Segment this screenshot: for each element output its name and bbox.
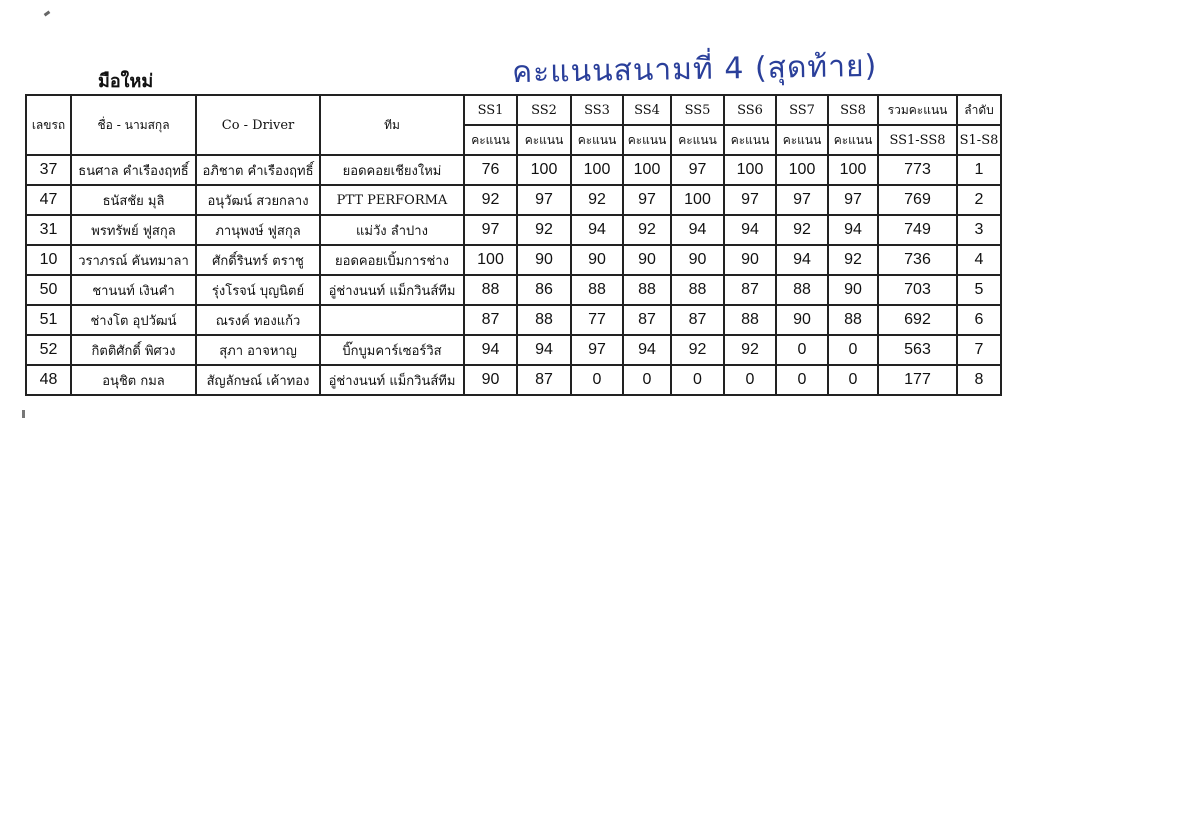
stage-score: 90 — [517, 245, 571, 275]
car-number: 48 — [26, 365, 71, 395]
stage-score: 87 — [724, 275, 776, 305]
total-score: 749 — [878, 215, 957, 245]
stage-score: 87 — [464, 305, 517, 335]
stage-score: 100 — [517, 155, 571, 185]
stage-score: 87 — [517, 365, 571, 395]
rank: 3 — [957, 215, 1001, 245]
header-score-label: คะแนน — [724, 125, 776, 155]
header-stage: SS2 — [517, 95, 571, 125]
stage-score: 92 — [671, 335, 724, 365]
co-driver-name: สุภา อาจหาญ — [196, 335, 320, 365]
stage-score: 94 — [671, 215, 724, 245]
stage-score: 92 — [571, 185, 623, 215]
team-name: PTT PERFORMA — [320, 185, 464, 215]
header-score-label: คะแนน — [464, 125, 517, 155]
stage-score: 86 — [517, 275, 571, 305]
header-name: ชื่อ - นามสกุล — [71, 95, 196, 155]
stage-score: 100 — [623, 155, 671, 185]
scan-mark — [44, 11, 51, 17]
stage-score: 94 — [724, 215, 776, 245]
stage-score: 90 — [671, 245, 724, 275]
stage-score: 88 — [724, 305, 776, 335]
driver-name: ชานนท์ เงินคำ — [71, 275, 196, 305]
stage-score: 100 — [828, 155, 878, 185]
stage-score: 88 — [828, 305, 878, 335]
table-row — [26, 275, 1001, 305]
header-score-label: คะแนน — [517, 125, 571, 155]
stage-score: 100 — [464, 245, 517, 275]
rank: 1 — [957, 155, 1001, 185]
header-stage: SS8 — [828, 95, 878, 125]
driver-name: ช่างโต อุปวัฒน์ — [71, 305, 196, 335]
header-car-no: เลขรถ — [26, 95, 71, 155]
table-row — [26, 185, 1001, 215]
stage-score: 77 — [571, 305, 623, 335]
car-number: 51 — [26, 305, 71, 335]
team-name: ยอดคอยเบิ้มการช่าง — [320, 245, 464, 275]
stage-score: 97 — [671, 155, 724, 185]
driver-name: ธนศาล คำเรืองฤทธิ์ — [71, 155, 196, 185]
rank: 2 — [957, 185, 1001, 215]
stage-score: 94 — [571, 215, 623, 245]
team-name: อู่ช่างนนท์ แม็กวินส์ทีม — [320, 275, 464, 305]
stage-score: 92 — [464, 185, 517, 215]
stage-score: 0 — [828, 365, 878, 395]
handwritten-title: คะแนนสนามที่ 4 (สุดท้าย) — [511, 48, 878, 91]
driver-name: กิตติศักดิ์ พิศวง — [71, 335, 196, 365]
header-score-label: คะแนน — [776, 125, 828, 155]
header-score-label: คะแนน — [671, 125, 724, 155]
stage-score: 97 — [571, 335, 623, 365]
header-stage: SS4 — [623, 95, 671, 125]
header-stage: SS5 — [671, 95, 724, 125]
stage-score: 0 — [671, 365, 724, 395]
stage-score: 90 — [623, 245, 671, 275]
total-score: 177 — [878, 365, 957, 395]
car-number: 50 — [26, 275, 71, 305]
stage-score: 87 — [623, 305, 671, 335]
stage-score: 97 — [724, 185, 776, 215]
total-score: 703 — [878, 275, 957, 305]
co-driver-name: ณรงค์ ทองแก้ว — [196, 305, 320, 335]
stage-score: 88 — [464, 275, 517, 305]
car-number: 10 — [26, 245, 71, 275]
stage-score: 90 — [776, 305, 828, 335]
driver-name: ธนัสชัย มุลิ — [71, 185, 196, 215]
stage-score: 88 — [623, 275, 671, 305]
car-number: 31 — [26, 215, 71, 245]
stage-score: 92 — [623, 215, 671, 245]
team-name: ยอดคอยเชียงใหม่ — [320, 155, 464, 185]
stage-score: 94 — [623, 335, 671, 365]
stage-score: 0 — [623, 365, 671, 395]
stage-score: 94 — [828, 215, 878, 245]
stage-score: 90 — [464, 365, 517, 395]
table-row — [26, 215, 1001, 245]
table-row — [26, 155, 1001, 185]
stage-score: 100 — [671, 185, 724, 215]
total-score: 769 — [878, 185, 957, 215]
table-row — [26, 245, 1001, 275]
stage-score: 88 — [776, 275, 828, 305]
co-driver-name: สัญลักษณ์ เค้าทอง — [196, 365, 320, 395]
stage-score: 94 — [517, 335, 571, 365]
stage-score: 88 — [571, 275, 623, 305]
stage-score: 76 — [464, 155, 517, 185]
table-row — [26, 305, 1001, 335]
stage-score: 94 — [776, 245, 828, 275]
header-total-range: SS1-SS8 — [878, 125, 957, 155]
header-score-label: คะแนน — [571, 125, 623, 155]
stage-score: 92 — [776, 215, 828, 245]
stage-score: 100 — [724, 155, 776, 185]
header-team: ทีม — [320, 95, 464, 155]
team-name: อู่ช่างนนท์ แม็กวินส์ทีม — [320, 365, 464, 395]
stage-score: 100 — [571, 155, 623, 185]
total-score: 692 — [878, 305, 957, 335]
header-rank: ลำดับ — [957, 95, 1001, 125]
rank: 4 — [957, 245, 1001, 275]
co-driver-name: อภิชาต คำเรืองฤทธิ์ — [196, 155, 320, 185]
rank: 6 — [957, 305, 1001, 335]
results-table — [25, 94, 1002, 396]
team-name: แม่วัง ลำปาง — [320, 215, 464, 245]
stage-score: 0 — [828, 335, 878, 365]
table-row — [26, 365, 1001, 395]
header-stage: SS7 — [776, 95, 828, 125]
stage-score: 97 — [623, 185, 671, 215]
stage-score: 88 — [671, 275, 724, 305]
co-driver-name: ภานุพงษ์ ฟูสกุล — [196, 215, 320, 245]
header-stage: SS1 — [464, 95, 517, 125]
header-total: รวมคะแนน — [878, 95, 957, 125]
stage-score: 97 — [776, 185, 828, 215]
driver-name: พรทรัพย์ ฟูสกุล — [71, 215, 196, 245]
stage-score: 97 — [517, 185, 571, 215]
rank: 5 — [957, 275, 1001, 305]
total-score: 563 — [878, 335, 957, 365]
header-score-label: คะแนน — [623, 125, 671, 155]
stage-score: 92 — [517, 215, 571, 245]
stage-score: 92 — [724, 335, 776, 365]
header-stage: SS6 — [724, 95, 776, 125]
co-driver-name: ศักดิ์รินทร์ ตราชู — [196, 245, 320, 275]
stage-score: 90 — [571, 245, 623, 275]
total-score: 773 — [878, 155, 957, 185]
stage-score: 0 — [776, 365, 828, 395]
stage-score: 90 — [828, 275, 878, 305]
car-number: 37 — [26, 155, 71, 185]
stage-score: 100 — [776, 155, 828, 185]
co-driver-name: อนุวัฒน์ สวยกลาง — [196, 185, 320, 215]
total-score: 736 — [878, 245, 957, 275]
car-number: 47 — [26, 185, 71, 215]
scan-mark — [22, 410, 25, 418]
stage-score: 94 — [464, 335, 517, 365]
stage-score: 0 — [776, 335, 828, 365]
co-driver-name: รุ่งโรจน์ บุญนิตย์ — [196, 275, 320, 305]
stage-score: 90 — [724, 245, 776, 275]
rank: 7 — [957, 335, 1001, 365]
header-co-driver: Co - Driver — [196, 95, 320, 155]
driver-name: อนุชิต กมล — [71, 365, 196, 395]
rank: 8 — [957, 365, 1001, 395]
header-stage: SS3 — [571, 95, 623, 125]
stage-score: 97 — [828, 185, 878, 215]
car-number: 52 — [26, 335, 71, 365]
team-name: บิ๊กบูมคาร์เซอร์วิส — [320, 335, 464, 365]
stage-score: 97 — [464, 215, 517, 245]
stage-score: 0 — [571, 365, 623, 395]
stage-score: 0 — [724, 365, 776, 395]
stage-score: 87 — [671, 305, 724, 335]
category-label: มือใหม่ — [98, 71, 154, 92]
team-name — [320, 305, 464, 335]
table-row — [26, 335, 1001, 365]
stage-score: 92 — [828, 245, 878, 275]
driver-name: วราภรณ์ คันทมาลา — [71, 245, 196, 275]
stage-score: 88 — [517, 305, 571, 335]
header-score-label: คะแนน — [828, 125, 878, 155]
header-rank-range: S1-S8 — [957, 125, 1001, 155]
